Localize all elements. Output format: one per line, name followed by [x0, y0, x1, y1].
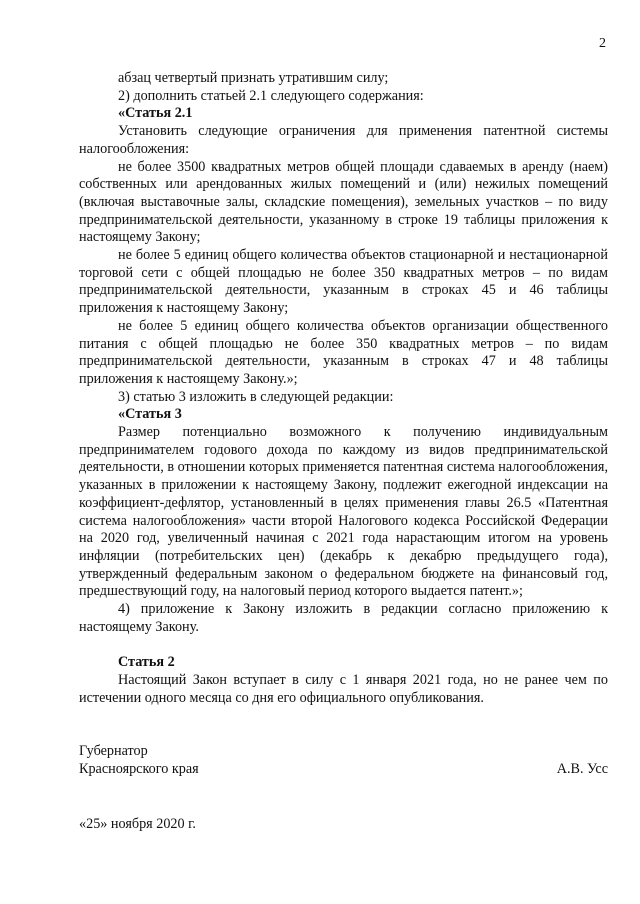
signatory-title-line2: Красноярского края [79, 760, 199, 777]
article-heading: «Статья 2.1 [118, 105, 193, 122]
paragraph: 4) приложение к Закону изложить в редакции согласно приложению к настоящему Закону. [79, 601, 608, 635]
paragraph: Размер потенциально возможного к получению индивидуальным предпринимателем годового дохода по каждому из видов предпринимательской деятельности, в отношении которых применяется патентная система налогообложения, указанных в приложении к настоящему Закону, подлежит ежегодной индексации на коэффициент-дефлятор, установленный в целях применения главы 26.5 «Патентная система налогообложения» части второй Налогового кодекса Российской Федерации на 2020 год, увеличенный начиная с 2021 года нарастающим итогом на уровень инфляции (потребительских цен) (декабрь к декабрю предыдущего года), утвержденный федеральным законом о федеральном бюджете на финансовый год, предшествующий году, на налоговый период которого выдается патент.»; [79, 424, 608, 600]
document-body [79, 70, 608, 707]
signatory-name: А.В. Усс [556, 760, 608, 777]
spacer [79, 637, 608, 655]
signing-date: «25» ноября 2020 г. [79, 816, 196, 832]
paragraph: Установить следующие ограничения для применения патентной системы налогообложения: [79, 123, 608, 157]
signature-row [79, 761, 608, 779]
signatory-title-line1: Губернатор [79, 743, 148, 759]
paragraph: 2) дополнить статьей 2.1 следующего содержания: [118, 87, 424, 104]
paragraph: не более 5 единиц общего количества объектов организации общественного питания с общей площадью не более 350 квадратных метров – по видам предпринимательской деятельности, указанным в строках 47 и 48 таблицы приложения к настоящему Закону.»; [79, 317, 608, 387]
paragraph: 3) статью 3 изложить в следующей редакции: [118, 388, 394, 405]
paragraph: не более 5 единиц общего количества объектов стационарной и нестационарной торговой сети с общей площадью не более 350 квадратных метров – по видам предпринимательской деятельности, указанным в строках 45 и 46 таблицы приложения к настоящему Закону; [79, 247, 608, 317]
article-2-text: Настоящий Закон вступает в силу с 1 января 2021 года, но не ранее чем по истечении одного месяца со дня его официального опубликования. [79, 671, 608, 706]
signature-block [79, 743, 608, 778]
paragraph: не более 3500 квадратных метров общей площади сдаваемых в аренду (наем) собственных или арендованных жилых помещений и (или) нежилых помещений (включая выставочные залы, складские помещения), земельных участков – по виду предпринимательской деятельности, указанному в строке 19 таблицы приложения к настоящему Закону; [79, 158, 608, 246]
paragraph: абзац четвертый признать утратившим силу; [118, 70, 389, 86]
article-heading: «Статья 3 [118, 406, 182, 423]
article-2-heading: Статья 2 [118, 654, 175, 671]
page-number: 2 [599, 36, 606, 51]
